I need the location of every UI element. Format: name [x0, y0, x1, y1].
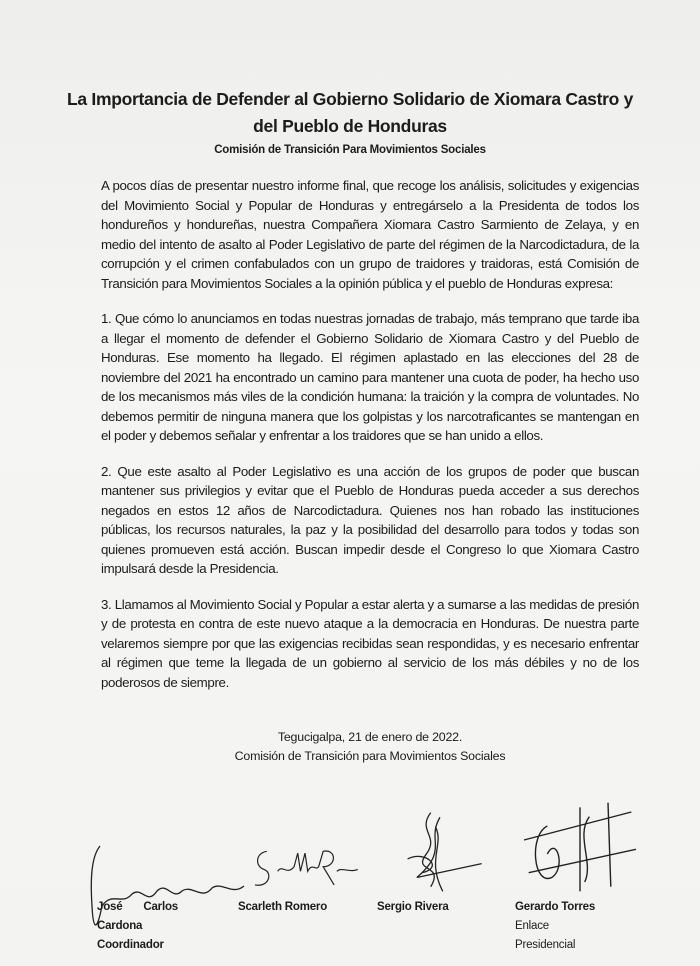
- closing-block: [100, 728, 640, 766]
- signature-scarleth-romero: [245, 844, 365, 894]
- signature-gerardo-torres: [515, 798, 645, 896]
- place-date: Tegucigalpa, 21 de enero de 2022.: [277, 730, 463, 744]
- signatory-role-line2: Presidencial: [515, 939, 576, 951]
- point-1-paragraph: 1. Que cómo lo anunciamos en todas nuestras jornadas de trabajo, más temprano que tarde iba a llegar el momento de defender el Gobierno Solidario de Xiomara Castro y del Pueblo de Honduras. Ese momento ha llegado. El régimen aplastado en las elecciones del 28 de noviembre del 2021 ha encontrado un camino para mantener una cuota de poder, ha hecho uso de los mecanismos más viles de la condición humana: la traición y la compra de voluntades. No debemos permitir de ninguna manera que los golpistas y los narcotraficantes se mantengan en el poder y debemos señalar y enfrentar a los traidores que se han unido a ellos.: [101, 311, 639, 443]
- point-2-paragraph: 2. Que este asalto al Poder Legislativo es una acción de los grupos de poder que buscan mantener sus privilegios y evitar que el Pueblo de Honduras pueda acceder a sus derechos negados en estos 12 años de Narcodictadura. Quienes nos han robado las instituciones públicas, los recursos naturales, la paz y la posibilidad del desarrollo para todos y todas son quienes promueven está acción. Buscan impedir desde el Congreso lo que Xiomara Castro impulsará desde la Presidencia.: [101, 463, 639, 576]
- signatory-gerardo-torres: [515, 898, 595, 955]
- signatory-scarleth-romero: [238, 898, 327, 917]
- signatory-name-line2: Cardona: [97, 920, 143, 932]
- point-3-paragraph: 3. Llamamos al Movimiento Social y Popular a estar alerta y a sumarse a las medidas de presión y de protesta en contra de este nuevo ataque a la democracia en Honduras. De nuestra parte velaremos siempre por que las exigencias recibidas sean respondidas, y es necesario enfrentar al régimen que teme la llegada de un gobierno al servicio de los más débiles y no de los poderosos de siempre.: [101, 596, 639, 690]
- document-subtitle: Comisión de Transición Para Movimientos Sociales: [214, 144, 486, 156]
- document-title: La Importancia de Defender al Gobierno Solidario de Xiomara Castro y del Pueblo de Honduras: [67, 89, 633, 136]
- signature-sergio-rivera: [385, 808, 495, 896]
- signatory-name: Sergio Rivera: [377, 901, 449, 913]
- signatory-jose-carlos-cardona: [97, 898, 178, 955]
- closing-organization: Comisión de Transición para Movimientos Sociales: [234, 749, 506, 763]
- signatory-role-line1: Enlace: [515, 920, 549, 932]
- signature-row: [0, 766, 700, 951]
- signatory-sergio-rivera: [377, 898, 449, 917]
- intro-paragraph: A pocos días de presentar nuestro informe final, que recoge los análisis, solicitudes y exigencias del Movimiento Social y Popular de Honduras y entregárselo a la Presidenta de todos los hondureños y hondureñas, nuestra Compañera Xiomara Castro Sarmiento de Zelaya, y en medio del intento de asalto al Poder Legislativo de parte del régimen de la Narcodictadura, de la corrupción y el crimen confabulados con un grupo de traidores y traidoras, está Comisión de Transición para Movimientos Sociales a la opinión pública y el pueblo de Honduras expresa:: [101, 178, 639, 291]
- signatory-role: Coordinador: [97, 939, 164, 951]
- signatory-name: Scarleth Romero: [238, 901, 328, 913]
- signatory-name: Gerardo Torres: [515, 901, 596, 913]
- signatory-name-line1: José Carlos: [97, 901, 178, 913]
